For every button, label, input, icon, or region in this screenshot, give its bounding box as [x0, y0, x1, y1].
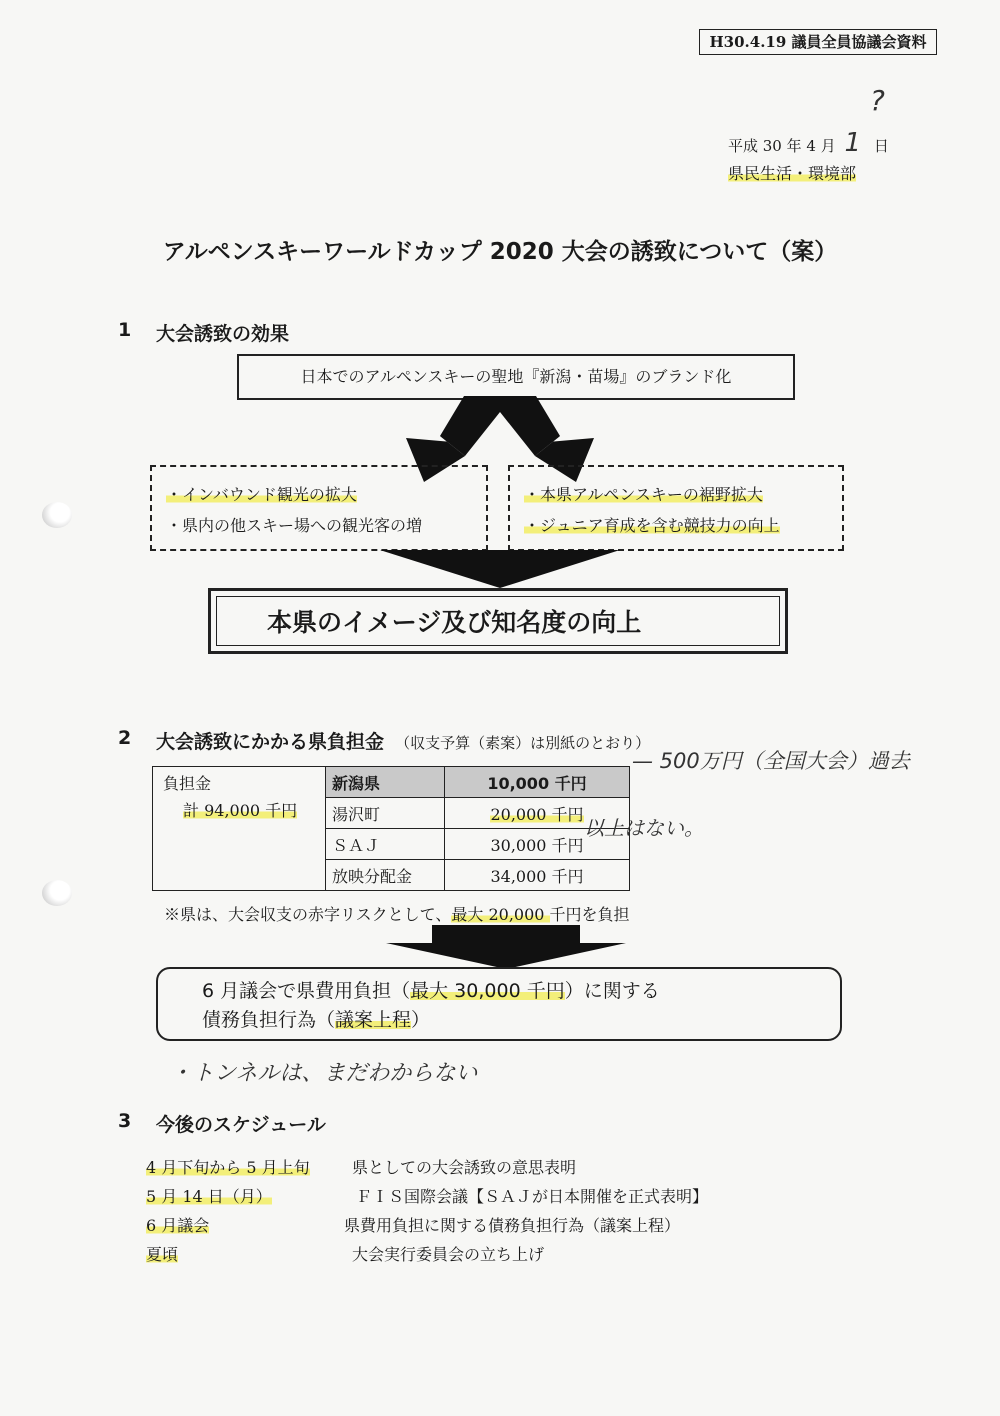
section1-heading: 大会誘致の効果	[156, 323, 290, 345]
list-item	[146, 1155, 846, 1184]
date-line	[728, 128, 889, 158]
date-text: 平成 30 年 4 月	[728, 137, 836, 155]
schedule-what: ＦＩＳ国際会議【ＳＡＪが日本開催を正式表明】	[356, 1187, 709, 1206]
amount-cell: 30,000 千円	[445, 829, 630, 860]
handwritten-no-more-note: 以上はない。	[584, 816, 704, 840]
brand-box: 日本でのアルペンスキーの聖地『新潟・苗場』のブランド化	[237, 354, 795, 400]
burden-label-cell	[153, 767, 326, 891]
down-arrow	[386, 925, 626, 969]
amount-cell: 34,000 千円	[445, 860, 630, 891]
section3-number: 3	[118, 1110, 132, 1132]
list-item	[146, 1242, 846, 1271]
june-line-2: 債務負担行為（議案上程）	[202, 1009, 431, 1031]
section2-heading-line	[156, 727, 650, 754]
amount-cell: 20,000 千円	[445, 798, 630, 829]
handwritten-tunnel-note: ・トンネルは、まだわからない	[170, 1061, 478, 1086]
date-day-handwritten: 1	[844, 128, 862, 158]
date-unit: 日	[873, 137, 889, 155]
org-cell: 放映分配金	[326, 860, 445, 891]
burden-label: 負担金	[163, 774, 212, 793]
org-cell: 新潟県	[326, 767, 445, 798]
risk-note: ※県は、大会収支の赤字リスクとして、最大 20,000 千円を負担	[164, 905, 630, 924]
schedule-when: 4 月下旬から 5 月上旬	[146, 1158, 310, 1177]
schedule-when: 夏頃	[146, 1245, 179, 1264]
department: 県民生活・環境部	[728, 164, 857, 183]
schedule-what: 県としての大会誘致の意思表明	[352, 1158, 577, 1177]
org-cell: ＳＡＪ	[326, 829, 445, 860]
june-line-1: 6 月議会で県費用負担（最大 30,000 千円）に関する	[202, 980, 660, 1002]
schedule-when: 5 月 14 日（月）	[146, 1187, 272, 1206]
burden-total: 計 94,000 千円	[183, 801, 298, 820]
schedule-what: 大会実行委員会の立ち上げ	[352, 1245, 545, 1264]
document-tag: H30.4.19 議員全員協議会資料	[699, 29, 937, 55]
effects-left-box	[150, 465, 488, 551]
section2-number: 2	[118, 727, 132, 749]
effect-base-expansion: ・本県アルペンスキーの裾野拡大	[524, 485, 763, 504]
schedule-when: 6 月議会	[146, 1216, 210, 1235]
section2-note: （収支予算（素案）は別紙のとおり）	[395, 734, 651, 752]
date-question-handwritten: ?	[870, 84, 885, 117]
handwritten-past-note: — 500万円（全国大会）過去	[632, 749, 910, 773]
section1-number: 1	[118, 319, 132, 341]
list-item	[146, 1213, 846, 1242]
burden-table	[152, 766, 630, 891]
june-assembly-box	[156, 967, 842, 1041]
effect-other-ski-areas: ・県内の他スキー場への観光客の増	[166, 516, 423, 535]
list-item	[146, 1184, 846, 1213]
punch-hole-top	[42, 502, 72, 528]
table-row	[153, 767, 630, 798]
section2-heading: 大会誘致にかかる県負担金	[156, 731, 385, 753]
effect-inbound: ・インバウンド観光の拡大	[166, 485, 357, 504]
punch-hole-bottom	[42, 880, 72, 906]
section3-heading: 今後のスケジュール	[156, 1114, 326, 1136]
schedule-what: 県費用負担に関する債務負担行為（議案上程）	[344, 1216, 681, 1235]
amount-cell: 10,000 千円	[445, 767, 630, 798]
merge-arrow	[380, 550, 620, 590]
document-title: アルペンスキーワールドカップ 2020 大会の誘致について（案）	[162, 239, 838, 265]
effect-junior-training: ・ジュニア育成を含む競技力の向上	[524, 516, 780, 535]
result-box	[208, 588, 788, 654]
effects-right-box	[508, 465, 844, 551]
result-text: 本県のイメージ及び知名度の向上	[216, 596, 780, 646]
schedule-list	[146, 1155, 846, 1271]
org-cell: 湯沢町	[326, 798, 445, 829]
